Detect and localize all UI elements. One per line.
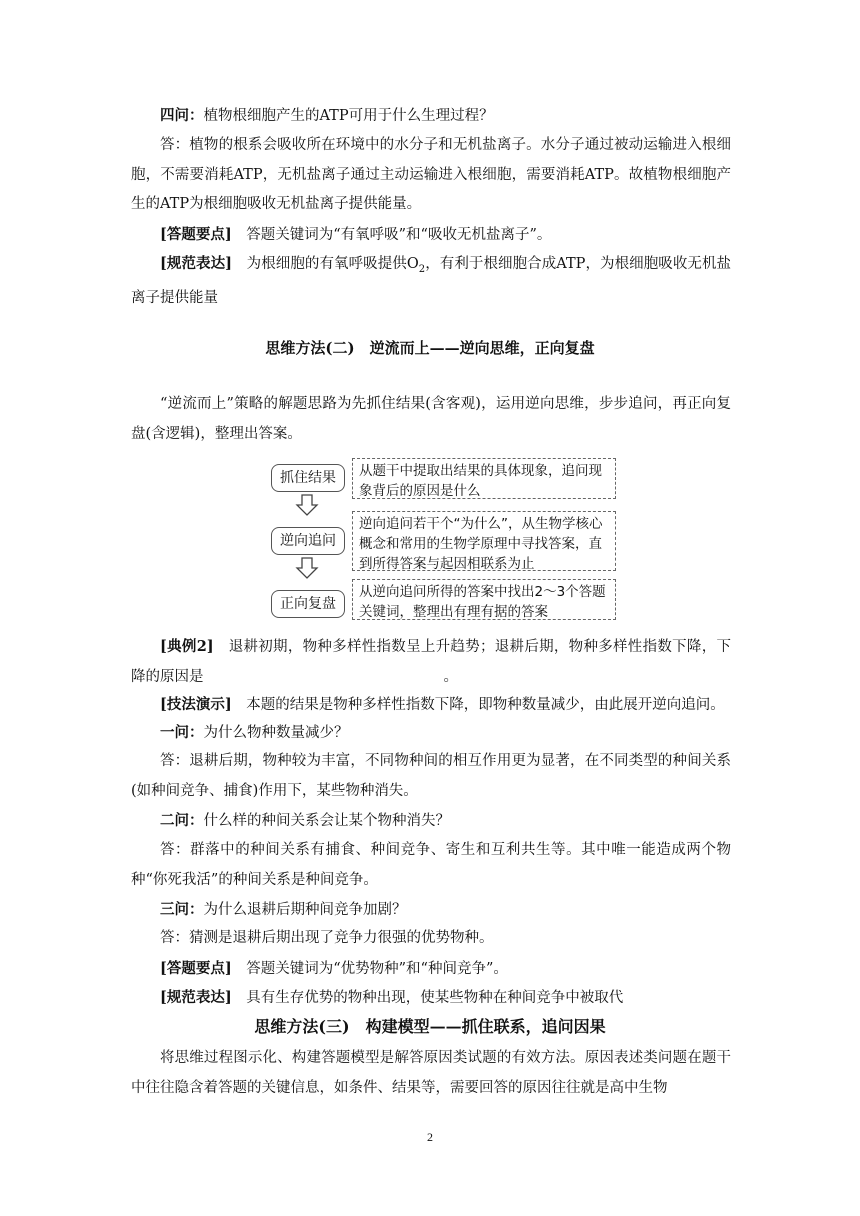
question-text: 为什么物种数量减少？ [203, 725, 349, 741]
question-text: 为什么退耕后期种间竞争加剧？ [203, 902, 407, 918]
down-arrow-icon [295, 557, 319, 579]
example-2 [131, 632, 731, 692]
expression-1 [131, 249, 731, 314]
question-1 [131, 718, 731, 749]
keypoint-tag: [答题要点] [160, 226, 232, 243]
technique-demo [131, 690, 731, 721]
keypoint-text: 答题关键词为“有氧呼吸”和“吸收无机盐离子”。 [231, 227, 552, 243]
down-arrow-icon [295, 494, 319, 516]
example-text: 退耕初期，物种多样性指数呈上升趋势；退耕后期，物种多样性指数下降，下降的原因是 [131, 639, 731, 685]
subscript: 2 [418, 263, 426, 275]
flow-step-1-box: 从题干中提取出结果的具体现象，追问现象背后的原因是什么 [352, 458, 616, 499]
question-text: 植物根细胞产生的ATP可用于什么生理过程？ [203, 108, 494, 124]
question-label: 四问： [160, 107, 204, 124]
question-2 [131, 806, 731, 837]
method-3-title: 思维方法(三) 构建模型——抓住联系，追问因果 [254, 1017, 606, 1036]
page-number: 2 [427, 1130, 433, 1144]
keypoint-tag: [答题要点] [160, 960, 232, 977]
keypoint-text: 答题关键词为“优势物种”和“种间竞争”。 [231, 961, 508, 977]
flow-step-2-label: 逆向追问 [271, 527, 345, 555]
expression-tag: [规范表达] [160, 989, 232, 1006]
question-label: 一问： [160, 724, 204, 741]
question-3 [131, 895, 731, 926]
answer-3: 答：猜测是退耕后期出现了竞争力很强的优势物种。 [160, 930, 494, 946]
question-label: 三问： [160, 901, 204, 918]
flow-step-3-box: 从逆向追问所得的答案中找出2～3个答题关键词，整理出有理有据的答案 [352, 579, 616, 620]
answer-1: 答：退耕后期，物种较为丰富，不同物种间的相互作用更为显著，在不同类型的种间关系(如种间竞争、捕食)作用下，某些物种消失。 [131, 753, 731, 799]
expression-text-b: ，有利于根细胞合成ATP，为根细胞吸收无机盐离子提供能量 [131, 256, 732, 307]
expression-text: 具有生存优势的物种出现，使某些物种在种间竞争中被取代 [231, 990, 624, 1006]
method-2-intro: “逆流而上”策略的解题思路为先抓住结果(含客观)，运用逆向思维，步步追问，再正向复盘(含逻辑)，整理出答案。 [131, 396, 731, 442]
flow-step-3-label: 正向复盘 [271, 590, 345, 618]
demo-tag: [技法演示] [160, 696, 232, 713]
method-3-intro: 将思维过程图示化、构建答题模型是解答原因类试题的有效方法。原因表述类问题在题干中往往隐含着答题的关键信息，如条件、结果等，需要回答的原因往往就是高中生物 [131, 1050, 731, 1096]
method-2-title: 思维方法(二) 逆流而上——逆向思维，正向复盘 [265, 339, 595, 357]
example-tag: [典例2] [160, 638, 214, 655]
keypoint-1 [131, 220, 731, 251]
question-text: 什么样的种间关系会让某个物种消失？ [203, 813, 450, 829]
question-4 [131, 101, 731, 132]
example-end: 。 [443, 668, 458, 685]
flow-step-1-label: 抓住结果 [271, 464, 345, 492]
demo-text: 本题的结果是物种多样性指数下降，即物种数量减少，由此展开逆向追问。 [231, 697, 725, 713]
expression-2 [131, 983, 731, 1014]
flow-step-2-box: 逆向追问若干个“为什么”，从生物学核心概念和常用的生物学原理中寻找答案，直到所得答案与起因相联系为止 [352, 511, 616, 571]
question-label: 二问： [160, 812, 204, 829]
expression-text-a: 为根细胞的有氧呼吸提供O [232, 256, 419, 272]
answer-2: 答：群落中的种间关系有捕食、种间竞争、寄生和互利共生等。其中唯一能造成两个物种“你死我活”的种间关系是种间竞争。 [131, 842, 731, 888]
keypoint-2 [131, 954, 731, 985]
expression-tag: [规范表达] [160, 255, 233, 272]
answer-4: 答：植物的根系会吸收所在环境中的水分子和无机盐离子。水分子通过被动运输进入根细胞，不需要消耗ATP，无机盐离子通过主动运输进入根细胞，需要消耗ATP。故植物根细胞产生的ATP为根细胞吸收无机盐离子提供能量。 [131, 137, 731, 212]
